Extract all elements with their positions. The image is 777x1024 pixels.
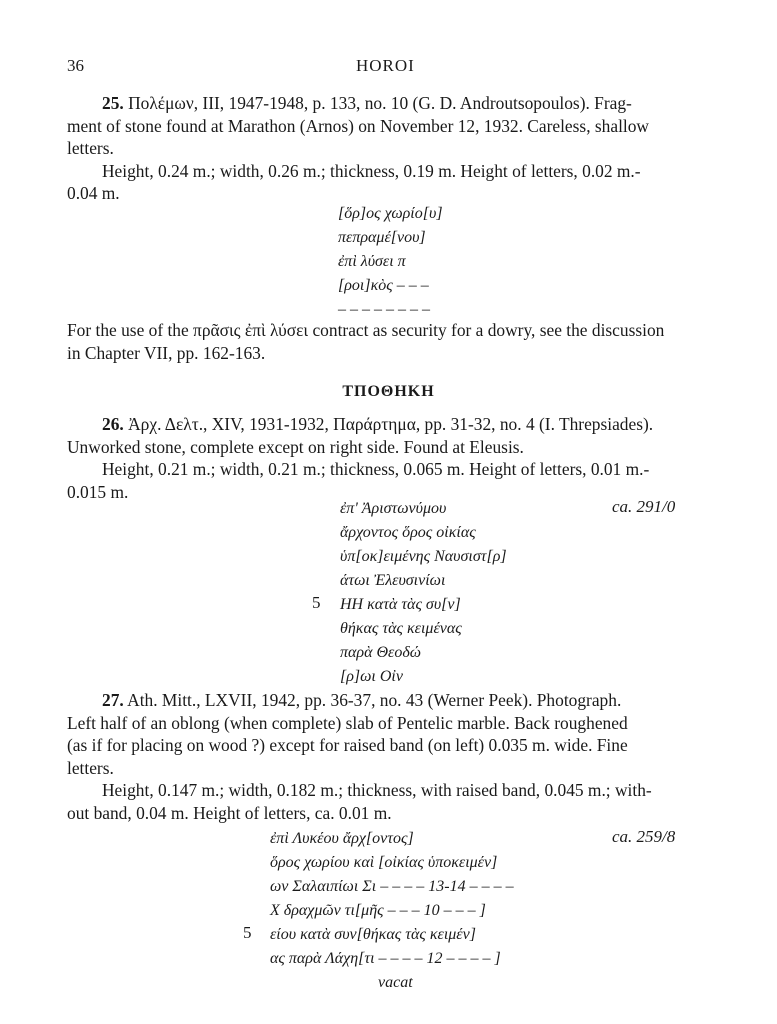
entry-25-note1: For the use of the πρᾶσις ἐπὶ λύσει contract as security for a dowry, see the discussion: [67, 320, 665, 340]
inscription-line: [ρ]ωι Οἰν: [340, 668, 403, 685]
inscription-line: άτωι Ἐλευσινίωι: [340, 572, 446, 589]
inscription-line: [ὅρ]ος χωρίο[υ]: [338, 205, 443, 222]
entry-26-date: ca. 291/0: [612, 497, 676, 516]
inscription-line: θήκας τὰς κειμένας: [340, 620, 462, 637]
inscription-line: Χ δραχμῶν τι[μῆς – – – 10 – – – ]: [270, 902, 486, 919]
entry-26-line-number: 5: [312, 593, 321, 612]
inscription-line: ας παρὰ Λάχη[τι – – – – 12 – – – – ]: [270, 950, 501, 967]
entry-26-inscription: [340, 497, 507, 689]
page-number: 36: [67, 56, 84, 75]
entry-27-line1: Ath. Mitt., LXVII, 1942, pp. 36-37, no. 43 (Werner Peek). Photograph.: [127, 690, 622, 710]
entry-26-line2: Unworked stone, complete except on right side. Found at Eleusis.: [67, 436, 524, 457]
inscription-line: είου κατὰ συν[θήκας τὰς κειμέν]: [270, 926, 476, 943]
entry-27-dims1: Height, 0.147 m.; width, 0.182 m.; thickness, with raised band, 0.045 m.; with-: [102, 780, 652, 800]
inscription-line: ων Σαλαιπίωι Σι – – – – 13-14 – – – –: [270, 878, 514, 895]
inscription-line: ὅρος χωρίου καὶ [οἰκίας ὑποκειμέν]: [270, 854, 498, 871]
inscription-line: ἐπὶ λύσει π: [338, 253, 406, 270]
entry-27-citation: [67, 689, 717, 824]
entry-25-line3: letters.: [67, 138, 114, 158]
entry-27-dims2: out band, 0.04 m. Height of letters, ca. 0.01 m.: [67, 802, 392, 823]
entry-25-line1: Πολέμων, III, 1947-1948, p. 133, no. 10 (G. D. Androutsopoulos). Frag-: [128, 93, 632, 113]
entry-27-number: 27.: [102, 690, 124, 710]
inscription-vacat: vacat: [378, 974, 413, 991]
entry-27-line2: Left half of an oblong (when complete) slab of Pentelic marble. Back roughened: [67, 712, 628, 733]
entry-26-line1: Ἀρχ. Δελτ., XIV, 1931-1932, Παράρτημα, pp. 31-32, no. 4 (I. Threpsiades).: [128, 414, 654, 434]
entry-25-dims1: Height, 0.24 m.; width, 0.26 m.; thickness, 0.19 m. Height of letters, 0.02 m.-: [102, 160, 641, 181]
entry-25-citation: [67, 92, 717, 205]
inscription-line: ἄρχοντος ὅρος οἰκίας: [340, 524, 476, 541]
entry-26-number: 26.: [102, 414, 124, 434]
entry-25-note: [67, 319, 717, 364]
entry-25-number: 25.: [102, 93, 124, 113]
entry-27-line-number: 5: [243, 923, 252, 942]
entry-26-dims1: Height, 0.21 m.; width, 0.21 m.; thickness, 0.065 m. Height of letters, 0.01 m.-: [102, 459, 650, 479]
inscription-line: ΗΗ κατὰ τὰς συ[ν]: [340, 596, 461, 613]
inscription-line: παρὰ Θεοδώ: [340, 644, 421, 661]
section-heading: ΤΠΟΘΗΚΗ: [342, 383, 435, 400]
entry-26-citation: [67, 413, 717, 503]
entry-26-dims2: 0.015 m.: [67, 481, 129, 502]
entry-25-dims2: 0.04 m.: [67, 183, 120, 203]
inscription-line: ἐπὶ Λυκέου ἄρχ[οντος]: [270, 830, 414, 847]
entry-25-inscription: [338, 202, 443, 322]
entry-27-date: ca. 259/8: [612, 827, 676, 846]
inscription-line: πεπραμέ[νου]: [338, 229, 426, 246]
entry-27-inscription: [270, 827, 514, 995]
entry-25-note2: in Chapter VII, pp. 162-163.: [67, 342, 266, 363]
inscription-line: – – – – – – – –: [338, 301, 430, 318]
entry-25-line2: ment of stone found at Marathon (Arnos) on November 12, 1932. Careless, shallow: [67, 115, 649, 136]
entry-27-line3: (as if for placing on wood ?) except for raised band (on left) 0.035 m. wide. Fine: [67, 735, 628, 755]
inscription-line: [ροι]κὸς – – –: [338, 277, 429, 294]
running-title: HOROI: [356, 56, 415, 75]
inscription-line: ἐπ' Ἀριστωνύμου: [340, 500, 447, 517]
inscription-line: ὑπ[οκ]ειμένης Ναυσιστ[ρ]: [340, 548, 507, 565]
entry-27-line4: letters.: [67, 757, 114, 778]
